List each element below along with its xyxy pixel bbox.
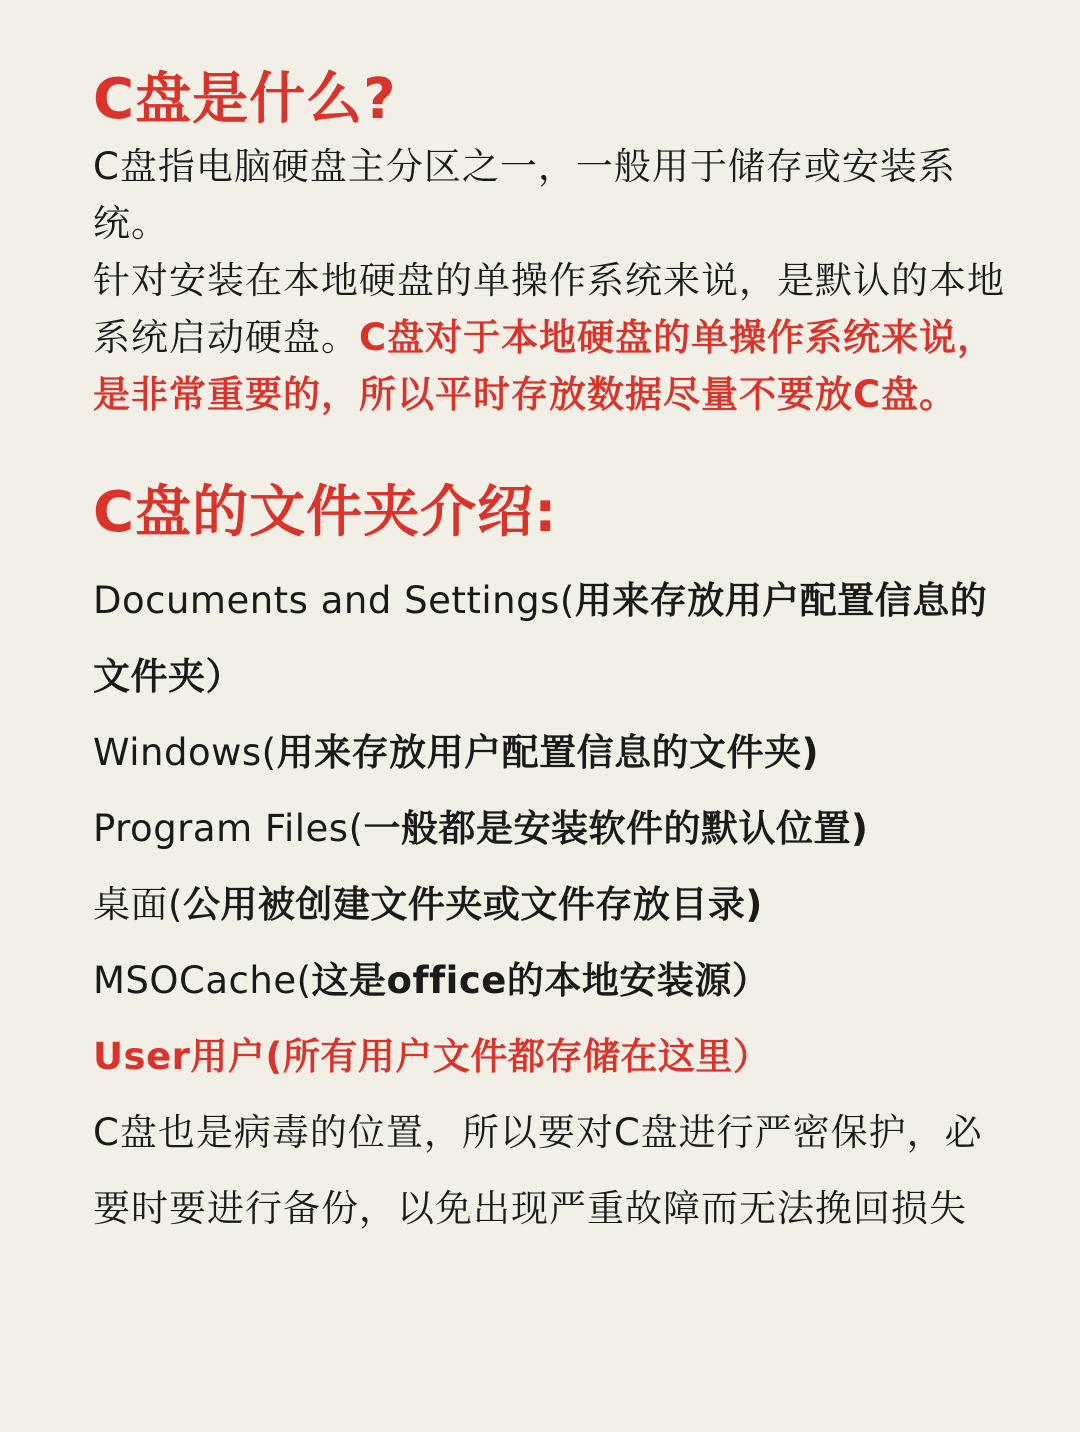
folder-item-documents-settings (93, 563, 1010, 715)
folder-item-user: User用户(所有用户文件都存储在这里） (93, 1035, 771, 1078)
folder-name: Documents and Settings( (93, 579, 575, 622)
folder-name: MSOCache( (93, 959, 312, 1002)
folder-name: Windows( (93, 731, 277, 774)
folder-description: 一般都是安装软件的默认位置) (363, 807, 869, 850)
folder-list (93, 563, 1010, 1095)
folder-description: 用来存放用户配置信息的文件夹） (93, 579, 988, 698)
intro-paragraph-importance (93, 252, 1010, 423)
folder-item-msocache (93, 943, 1010, 1019)
closing-paragraph: C盘也是病毒的位置，所以要对C盘进行严密保护，必要时要进行备份，以免出现严重故障而无法挽回损失 (93, 1111, 983, 1230)
section-heading-folder-intro: C盘的文件夹介绍: (93, 480, 558, 545)
folder-name: Program Files( (93, 807, 364, 850)
folder-item-program-files (93, 791, 1010, 867)
folder-item-windows (93, 715, 1010, 791)
folder-description: 这是office的本地安装源） (311, 959, 770, 1002)
intro-plain-text: 针对安装在本地硬盘的单操作系统来说，是默认的本地系统启动硬盘。 (93, 259, 1005, 359)
folder-item-desktop (93, 867, 1010, 943)
folder-description: 用来存放用户配置信息的文件夹) (276, 731, 820, 774)
folder-name: 桌面( (93, 883, 183, 926)
intro-paragraph-definition: C盘指电脑硬盘主分区之一，一般用于储存或安装系统。 (93, 145, 956, 245)
folder-description: 公用被创建文件夹或文件存放目录) (182, 883, 763, 926)
intro-emphasis-text: C盘对于本地硬盘的单操作系统来说，是非常重要的，所以平时存放数据尽量不要放C盘。 (93, 316, 996, 416)
section-heading-what-is-c-drive: C盘是什么? (93, 67, 397, 132)
